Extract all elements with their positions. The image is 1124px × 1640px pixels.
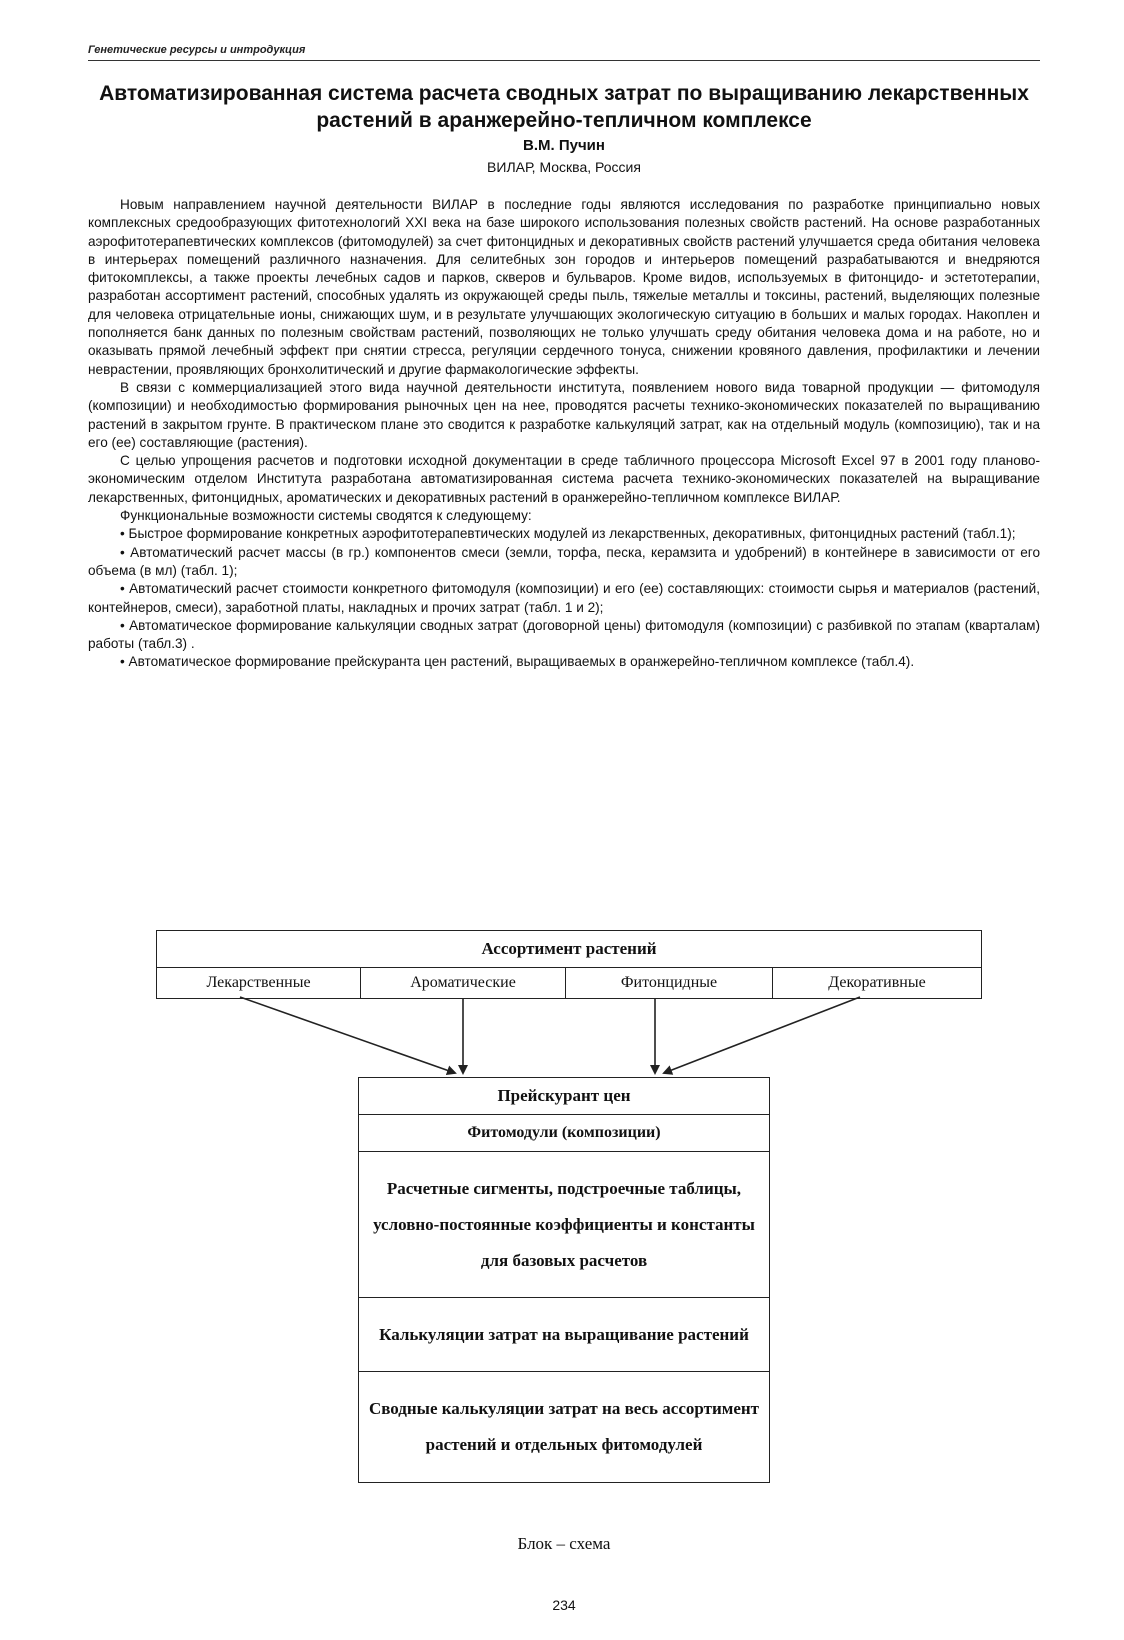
paragraph: В связи с коммерциализацией этого вида научной деятельности института, появлением нового вида товарной продукции — фитомодуля (композиции) и необходимостью формирования рыночных цен на нее, проводятся расчеты технико-экономических показателей по выращиванию растений в закрытом грунте. В практическом плане это сводится к разработке калькуляций затрат, как на отдельный модуль (композицию), так и на его (ее) составляющие (растения). bbox=[88, 379, 1040, 450]
running-head: Генетические ресурсы и интродукция bbox=[88, 44, 306, 56]
diagram-phytomodules-box: Фитомодули (композиции) bbox=[358, 1114, 770, 1152]
diagram-cost-calculation-box: Калькуляции затрат на выращивание растений bbox=[358, 1297, 770, 1372]
diagram-caption: Блок – схема bbox=[517, 1534, 611, 1553]
paragraph: С целью упрощения расчетов и подготовки исходной документации в среде табличного процессора Microsoft Excel 97 в 2001 году планово-экономическим отделом Института разработана автоматизированная система расчета технико-экономических показателей на выращивание лекарственных, фитонцидных, ароматических и декоративных растений в оранжерейно-тепличном комплексе ВИЛАР. bbox=[88, 453, 1040, 505]
diagram-summary-calculation-box: Сводные калькуляции затрат на весь ассортимент растений и отдельных фитомодулей bbox=[358, 1371, 770, 1483]
diagram-category-decorative: Декоративные bbox=[772, 967, 982, 999]
diagram-category-phytoncidal: Фитонцидные bbox=[565, 967, 773, 999]
article-body bbox=[88, 196, 1040, 672]
paragraph: Новым направлением научной деятельности ВИЛАР в последние годы являются исследования по разработке принципиально новых комплексных средообразующих фитотехнологий XXI века на базе широкого использования полезных свойств растений. На основе разработанных аэрофитотерапевтических комплексов (фитомодулей) за счет фитонцидных и декоративных свойств растений улучшается среда обитания человека в интерьерах помещений различного назначения. Для селитебных зон городов и интерьеров помещений разрабатываются и внедряются фитокомплексы, а также проекты лечебных садов и парков, скверов и бульваров. Кроме видов, используемых в фитонцидо- и эстетотерапии, разработан ассортимент растений, способных удалять из окружающей среды пыль, тяжелые металлы и токсины, растений, выделяющих полезные для человека отрицательные ионы, снижающих шум, и в результате улучшающих экологическую ситуацию в больших и малых городах. Накоплен и пополняется банк данных по полезным свойствам растений, позволяющих не только улучшать среду обитания человека дома и на работе, но и оказывать прямой лечебный эффект при снятии стресса, регуляции сердечного тонуса, снижении кровяного давления, профилактики и лечении неврастении, проявляющих бронхолитический и другие фармакологические эффекты. bbox=[88, 197, 1040, 377]
diagram-calculation-segments-box: Расчетные сигменты, подстроечные таблицы, условно-постоянные коэффициенты и константы для базовых расчетов bbox=[358, 1151, 770, 1298]
diagram-category-medicinal: Лекарственные bbox=[156, 967, 361, 999]
bullet-item: • Автоматическое формирование прейскуранта цен растений, выращиваемых в оранжерейно-тепличном комплексе (табл.4). bbox=[120, 654, 915, 670]
arrow-medicinal bbox=[240, 997, 455, 1073]
bullet-item: • Быстрое формирование конкретных аэрофитотерапевтических модулей из лекарственных, декоративных, фитонцидных растений (табл.1); bbox=[120, 526, 1016, 542]
arrow-decorative bbox=[664, 997, 860, 1073]
header-rule bbox=[88, 60, 1040, 61]
diagram-assortment-box: Ассортимент растений bbox=[156, 930, 982, 968]
page-number: 234 bbox=[552, 1597, 576, 1613]
diagram-price-list-box: Прейскурант цен bbox=[358, 1077, 770, 1115]
article-title: Автоматизированная система расчета сводных затрат по выращиванию лекарственных растений в аранжерейно-тепличном комплексе bbox=[99, 82, 1029, 132]
author: В.М. Пучин bbox=[523, 137, 605, 154]
diagram-category-aromatic: Ароматические bbox=[360, 967, 566, 999]
paragraph: Функциональные возможности системы сводятся к следующему: bbox=[120, 508, 532, 524]
bullet-item: • Автоматический расчет массы (в гр.) компонентов смеси (земли, торфа, песка, керамзита и удобрений) в контейнере в зависимости от его объема (в мл) (табл. 1); bbox=[88, 544, 1040, 578]
bullet-item: • Автоматическое формирование калькуляции сводных затрат (договорной цены) фитомодуля (композиции) с разбивкой по этапам (кварталам) работы (табл.3) . bbox=[88, 617, 1040, 652]
bullet-item: • Автоматический расчет стоимости конкретного фитомодуля (композиции) и его (ее) составляющих: стоимости сырья и материалов (растений, контейнеров, смеси), заработной платы, накладных и прочих затрат (табл. 1 и 2); bbox=[88, 581, 1040, 615]
affiliation: ВИЛАР, Москва, Россия bbox=[487, 159, 641, 175]
